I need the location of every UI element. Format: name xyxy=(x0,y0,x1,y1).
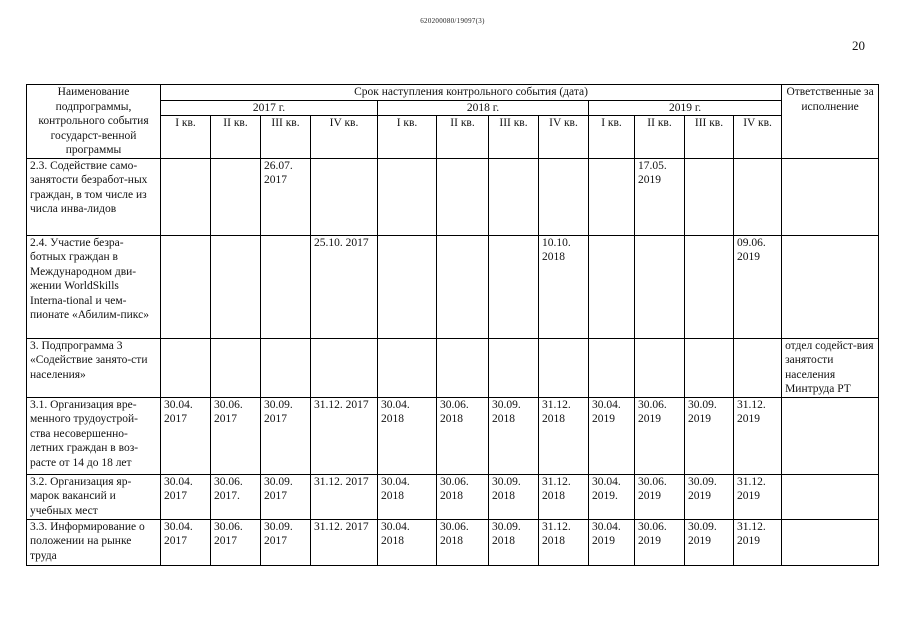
event-date: 30.04. 2017 xyxy=(161,397,211,474)
event-date: 30.06. 2018 xyxy=(437,519,489,565)
event-date xyxy=(489,338,539,397)
table-row xyxy=(27,519,879,565)
event-date: 31.12. 2018 xyxy=(539,397,589,474)
event-date: 30.06. 2018 xyxy=(437,397,489,474)
event-date xyxy=(539,338,589,397)
responsible-party xyxy=(782,519,879,565)
event-date xyxy=(437,235,489,338)
quarter-header: II кв. xyxy=(211,116,261,158)
event-date xyxy=(685,158,734,235)
year-header: 2018 г. xyxy=(378,100,589,116)
event-date: 30.04. 2018 xyxy=(378,397,437,474)
quarter-header: II кв. xyxy=(437,116,489,158)
event-name: 2.3. Содействие само-занятости безработ-ных граждан, в том числе из числа инва-лидов xyxy=(27,158,161,235)
table-row xyxy=(27,158,879,235)
quarter-header: III кв. xyxy=(685,116,734,158)
event-name: 3.2. Организация яр-марок вакансий и учебных мест xyxy=(27,474,161,519)
responsible-party xyxy=(782,235,879,338)
year-header: 2019 г. xyxy=(589,100,782,116)
event-date: 26.07. 2017 xyxy=(261,158,311,235)
event-date xyxy=(378,158,437,235)
responsible-party xyxy=(782,474,879,519)
event-date: 10.10. 2018 xyxy=(539,235,589,338)
event-date xyxy=(734,338,782,397)
event-name: 3.1. Организация вре-менного трудоустрой-ства несовершенно-летних граждан в воз-расте от 14 до 18 лет xyxy=(27,397,161,474)
event-date xyxy=(635,338,685,397)
event-date: 31.12. 2017 xyxy=(311,474,378,519)
quarter-header: I кв. xyxy=(161,116,211,158)
event-date: 09.06. 2019 xyxy=(734,235,782,338)
event-date: 30.04. 2019 xyxy=(589,519,635,565)
event-date: 17.05. 2019 xyxy=(635,158,685,235)
event-date xyxy=(635,235,685,338)
table-row xyxy=(27,397,879,474)
deadline-column-header: Срок наступления контрольного события (дата) xyxy=(161,85,782,101)
event-date xyxy=(161,338,211,397)
event-date: 30.09. 2018 xyxy=(489,397,539,474)
quarter-header: I кв. xyxy=(589,116,635,158)
event-date: 30.04. 2019. xyxy=(589,474,635,519)
event-date: 30.09. 2019 xyxy=(685,397,734,474)
table-row xyxy=(27,338,879,397)
control-events-table xyxy=(26,84,879,566)
event-date: 30.04. 2019 xyxy=(589,397,635,474)
event-date: 30.06. 2017 xyxy=(211,397,261,474)
year-header: 2017 г. xyxy=(161,100,378,116)
quarter-header: II кв. xyxy=(635,116,685,158)
event-date: 30.04. 2018 xyxy=(378,474,437,519)
event-date: 31.12. 2019 xyxy=(734,397,782,474)
quarter-header: III кв. xyxy=(489,116,539,158)
event-date xyxy=(589,338,635,397)
event-date: 31.12. 2019 xyxy=(734,474,782,519)
event-date xyxy=(211,338,261,397)
table-row xyxy=(27,235,879,338)
event-date: 30.09. 2018 xyxy=(489,519,539,565)
event-date: 25.10. 2017 xyxy=(311,235,378,338)
event-date xyxy=(589,235,635,338)
name-column-header: Наименование подпрограммы, контрольного события государст-венной программы xyxy=(27,85,161,159)
event-date xyxy=(589,158,635,235)
event-date: 30.06. 2018 xyxy=(437,474,489,519)
event-date xyxy=(734,158,782,235)
event-date xyxy=(378,338,437,397)
event-date: 31.12. 2018 xyxy=(539,519,589,565)
event-date: 31.12. 2017 xyxy=(311,519,378,565)
responsible-party: отдел содейст-вия занятости населения Минтруда РТ xyxy=(782,338,879,397)
quarter-header: IV кв. xyxy=(311,116,378,158)
event-date xyxy=(685,235,734,338)
document-code: 620200080/19097(3) xyxy=(420,17,485,25)
event-date xyxy=(261,338,311,397)
quarter-header: I кв. xyxy=(378,116,437,158)
event-date xyxy=(161,158,211,235)
event-date xyxy=(211,235,261,338)
event-name: 3.3. Информирование о положении на рынке труда xyxy=(27,519,161,565)
table-row xyxy=(27,474,879,519)
event-date: 30.09. 2017 xyxy=(261,397,311,474)
page-number: 20 xyxy=(852,38,865,53)
event-date xyxy=(437,338,489,397)
event-date: 30.04. 2018 xyxy=(378,519,437,565)
event-date: 30.09. 2019 xyxy=(685,474,734,519)
event-date: 31.12. 2017 xyxy=(311,397,378,474)
event-date: 30.09. 2017 xyxy=(261,474,311,519)
event-date: 31.12. 2018 xyxy=(539,474,589,519)
event-date: 30.04. 2017 xyxy=(161,474,211,519)
event-date: 31.12. 2019 xyxy=(734,519,782,565)
event-date xyxy=(161,235,211,338)
event-date: 30.06. 2017 xyxy=(211,519,261,565)
event-date xyxy=(489,235,539,338)
event-date: 30.06. 2019 xyxy=(635,474,685,519)
quarter-header: IV кв. xyxy=(734,116,782,158)
event-date: 30.09. 2018 xyxy=(489,474,539,519)
responsible-party xyxy=(782,158,879,235)
event-date: 30.06. 2017. xyxy=(211,474,261,519)
quarter-header: IV кв. xyxy=(539,116,589,158)
event-date: 30.06. 2019 xyxy=(635,519,685,565)
event-date xyxy=(489,158,539,235)
quarter-header: III кв. xyxy=(261,116,311,158)
event-date xyxy=(311,338,378,397)
event-name: 2.4. Участие безра-ботных граждан в Международном дви-жении WorldSkills Interna-tional и чем-пионате «Абилим-пикс» xyxy=(27,235,161,338)
event-date xyxy=(211,158,261,235)
event-date: 30.04. 2017 xyxy=(161,519,211,565)
event-date xyxy=(261,235,311,338)
event-date: 30.09. 2019 xyxy=(685,519,734,565)
event-date xyxy=(311,158,378,235)
event-date: 30.09. 2017 xyxy=(261,519,311,565)
event-name: 3. Подпрограмма 3 «Содействие занято-сти населения» xyxy=(27,338,161,397)
responsible-party xyxy=(782,397,879,474)
event-date xyxy=(685,338,734,397)
responsible-column-header: Ответственные за исполнение xyxy=(782,85,879,159)
event-date xyxy=(539,158,589,235)
event-date xyxy=(378,235,437,338)
event-date: 30.06. 2019 xyxy=(635,397,685,474)
event-date xyxy=(437,158,489,235)
